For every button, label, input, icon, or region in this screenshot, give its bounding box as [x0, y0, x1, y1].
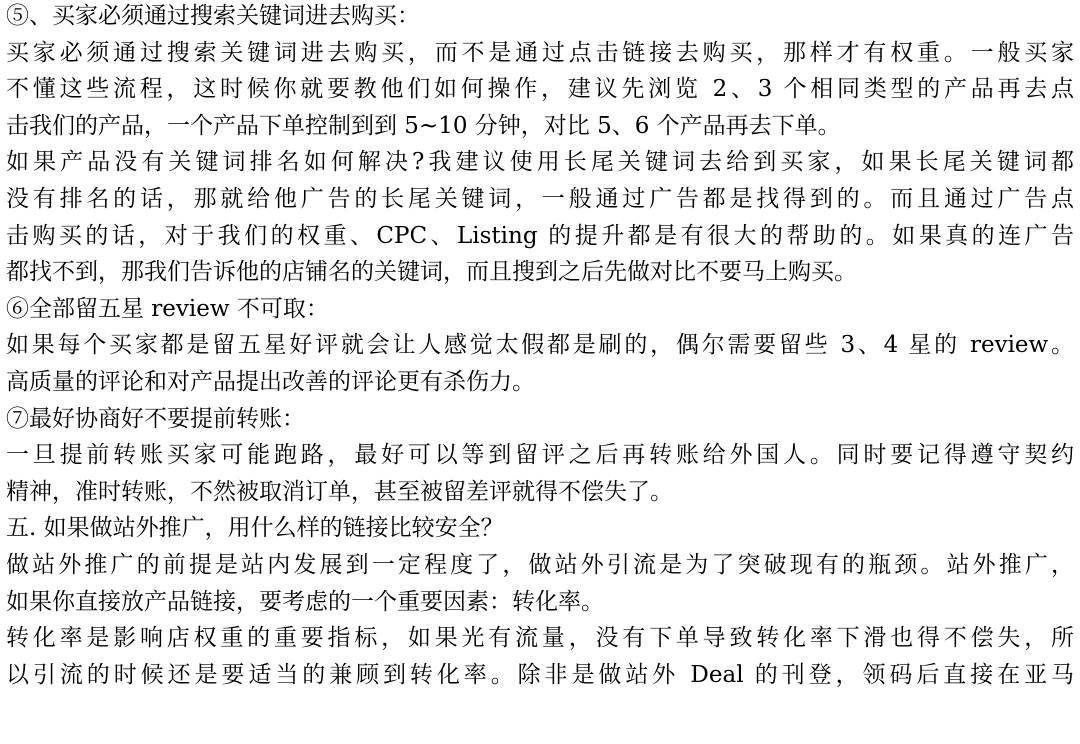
paragraph-line: 如果每个买家都是留五星好评就会让人感觉太假都是刷的，偶尔需要留些 3、4 星的 review。: [6, 332, 1074, 359]
paragraph-line: 都找不到，那我们告诉他的店铺名的关键词，而且搜到之后先做对比不要马上购买。: [6, 259, 857, 286]
heading-line-6: ⑥全部留五星 review 不可取：: [6, 295, 329, 322]
paragraph-line: 做站外推广的前提是站内发展到一定程度了，做站外引流是为了突破现有的瓶颈。站外推广，: [6, 551, 1074, 578]
paragraph-line: 转化率是影响店权重的重要指标，如果光有流量，没有下单导致转化率下滑也得不偿失，所: [6, 625, 1074, 652]
section-heading-5: 五. 如果做站外推广，用什么样的链接比较安全？: [6, 515, 504, 542]
paragraph-line: 一旦提前转账买家可能跑路，最好可以等到留评之后再转账给外国人。同时要记得遵守契约: [6, 442, 1074, 469]
paragraph-line: 高质量的评论和对产品提出改善的评论更有杀伤力。: [6, 368, 535, 395]
paragraph-line: 不懂这些流程，这时候你就要教他们如何操作，建议先浏览 2、3 个相同类型的产品再去点: [6, 76, 1074, 103]
heading-line-5: ⑤、买家必须通过搜索关键词进去购买：: [6, 3, 420, 29]
paragraph-line: 精神，准时转账，不然被取消订单，甚至被留差评就得不偿失了。: [6, 478, 673, 505]
paragraph-line: 如果你直接放产品链接，要考虑的一个重要因素：转化率。: [6, 588, 604, 615]
paragraph-line: 击购买的话，对于我们的权重、CPC、Listing 的提升都是有很大的帮助的。如果真的连广告: [6, 222, 1074, 249]
paragraph-line: 没有排名的话，那就给他广告的长尾关键词，一般通过广告都是找得到的。而且通过广告点: [6, 185, 1074, 212]
paragraph-line: 击我们的产品，一个产品下单控制到到 5~10 分钟，对比 5、6 个产品再去下单。: [6, 112, 841, 139]
paragraph-line: 以引流的时候还是要适当的兼顾到转化率。除非是做站外 Deal 的刊登，领码后直接在亚马: [6, 661, 1074, 688]
paragraph-line: 买家必须通过搜索关键词进去购买，而不是通过点击链接去购买，那样才有权重。一般买家: [6, 39, 1074, 66]
heading-line-7: ⑦最好协商好不要提前转账：: [6, 405, 305, 432]
paragraph-line: 如果产品没有关键词排名如何解决?我建议使用长尾关键词去给到买家，如果长尾关键词都: [6, 149, 1074, 176]
